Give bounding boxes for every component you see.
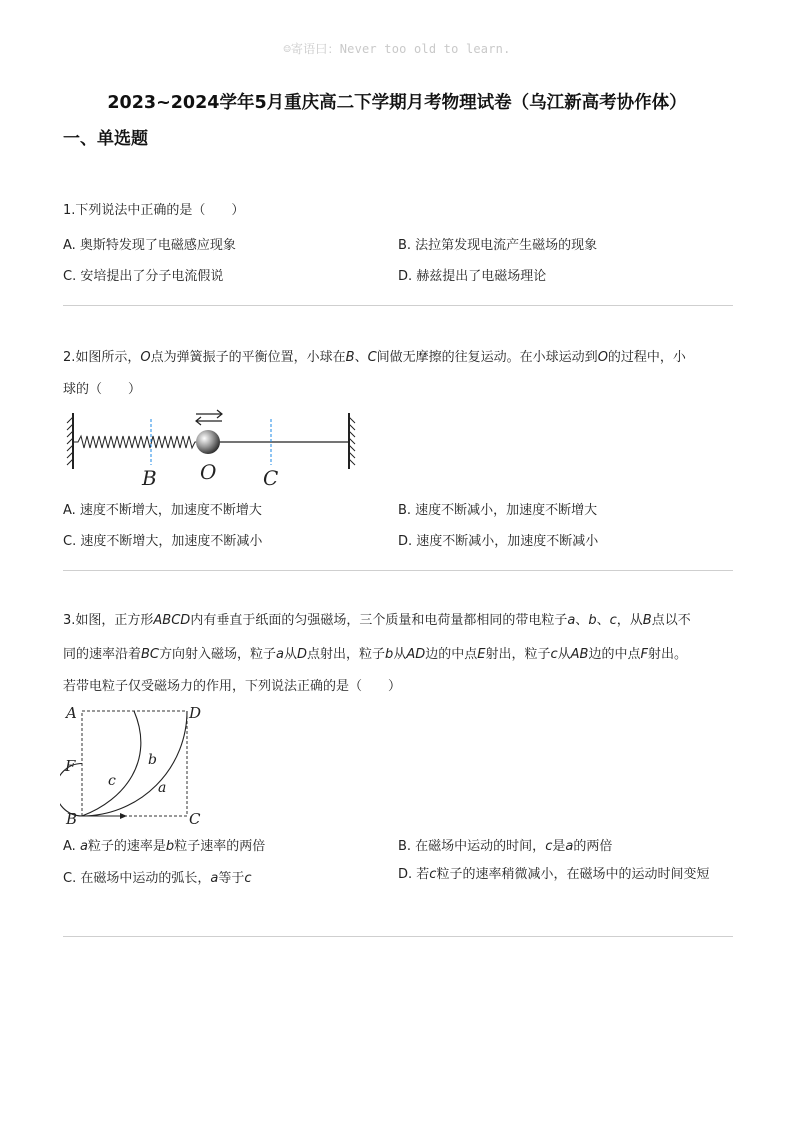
q3-option-c (63, 867, 251, 886)
divider (63, 305, 733, 306)
text-run: ，从 (616, 613, 643, 628)
q2-stem-line2: 球的（ ） (63, 382, 142, 397)
text-run: 3.如图，正方形 (63, 613, 154, 628)
variable-symbol: b (588, 613, 597, 628)
variable-symbol: AB (570, 647, 589, 662)
motion-arrows-icon (196, 410, 222, 425)
variable-symbol: BC (141, 647, 160, 662)
text-run: 从 (393, 647, 407, 662)
square-abcd (82, 711, 187, 816)
variable-symbol: c (244, 871, 252, 886)
q3-option-b (398, 835, 612, 854)
text-run: 方向射入磁场，粒子 (159, 647, 277, 662)
label-c-vertex: C (189, 810, 201, 828)
text-run: 、 (596, 613, 610, 628)
text-run: 、 (575, 613, 589, 628)
q1-stem: 1.下列说法中正确的是（ ） (63, 203, 245, 218)
label-path-a: a (158, 780, 167, 796)
section-heading: 一、单选题 (63, 129, 148, 149)
q3-stem-line2 (63, 645, 687, 665)
text-run: 等于 (218, 871, 245, 886)
text-run: 从 (284, 647, 298, 662)
arrow-head-icon (120, 813, 127, 819)
variable-symbol: ABCD (153, 613, 191, 628)
text-run: 射出，粒子 (485, 647, 551, 662)
text-run: 粒子的速率是 (87, 839, 166, 854)
page-title: 2023~2024学年5月重庆高二下学期月考物理试卷（乌江新高考协作体） (107, 93, 687, 113)
q2-option-a: A. 速度不断增大，加速度不断增大 (63, 503, 262, 518)
text-run: 的两倍 (573, 839, 613, 854)
text-run: 射出。 (647, 647, 687, 662)
text-run: 从 (557, 647, 571, 662)
variable-symbol: a (565, 839, 574, 854)
label-path-b: b (148, 752, 157, 768)
text-run: 粒子速率的两倍 (174, 839, 266, 854)
spring-oscillator-figure (62, 405, 362, 490)
variable-symbol: a (276, 647, 284, 662)
variable-symbol: F (640, 647, 648, 662)
q2-stem-line1: 2.如图所示，O点为弹簧振子的平衡位置，小球在B、C间做无摩擦的往复运动。在小球运动到O的过程中，小 (63, 350, 686, 365)
text-run: 内有垂直于纸面的匀强磁场，三个质量和电荷量都相同的带电粒子 (190, 613, 568, 628)
q1-option-d: D. 赫兹提出了电磁场理论 (398, 269, 547, 284)
variable-symbol: c (545, 839, 553, 854)
divider (63, 570, 733, 571)
label-a-vertex: A (66, 704, 77, 722)
variable-symbol: a (79, 839, 88, 854)
variable-symbol: c (429, 867, 437, 882)
text-run: 是 (552, 839, 566, 854)
label-c: C (263, 466, 279, 490)
text-run: 点射出，粒子 (307, 647, 386, 662)
variable-symbol: c (550, 647, 558, 662)
label-b: B (142, 466, 157, 490)
q3-option-a (63, 835, 265, 854)
variable-symbol: c (609, 613, 617, 628)
q2-option-b: B. 速度不断减小，加速度不断增大 (398, 503, 598, 518)
label-f-point: F (65, 757, 76, 775)
label-path-c: c (108, 773, 116, 789)
motto-watermark: ☺寄语曰：Never too old to learn. (283, 42, 511, 56)
divider (63, 936, 733, 937)
ball (196, 430, 220, 454)
text-run: A. (63, 839, 80, 854)
q3-stem-line1 (63, 611, 691, 631)
variable-symbol: a (567, 613, 576, 628)
magnetic-field-square-figure (60, 700, 220, 830)
path-b (82, 711, 141, 816)
label-d-vertex: D (189, 704, 202, 722)
q1-option-b: B. 法拉第发现电流产生磁场的现象 (398, 238, 598, 253)
path-a (82, 711, 187, 816)
label-o: O (200, 460, 217, 484)
q1-option-a: A. 奥斯特发现了电磁感应现象 (63, 238, 236, 253)
spring (73, 436, 198, 448)
text-run: 同的速率沿着 (63, 647, 142, 662)
text-run: 粒子的速率稍微减小，在磁场中的运动时间变短 (436, 867, 710, 882)
variable-symbol: b (165, 839, 175, 854)
text-run: C. 在磁场中运动的弧长， (63, 871, 211, 886)
text-run: B. 在磁场中运动的时间， (398, 839, 546, 854)
text-run: 边的中点 (425, 647, 478, 662)
variable-symbol: b (385, 647, 394, 662)
variable-symbol: B (642, 613, 652, 628)
text-run: 点以不 (651, 613, 691, 628)
variable-symbol: D (297, 647, 308, 662)
label-b-vertex: B (66, 810, 78, 828)
variable-symbol: a (210, 871, 219, 886)
q3-option-d (398, 859, 718, 891)
variable-symbol: AD (406, 647, 426, 662)
q2-option-c: C. 速度不断增大，加速度不断减小 (63, 534, 263, 549)
variable-symbol: E (477, 647, 486, 662)
q3-stem-line3: 若带电粒子仅受磁场力的作用，下列说法正确的是（ ） (63, 679, 402, 694)
text-run: 边的中点 (588, 647, 641, 662)
q1-option-c: C. 安培提出了分子电流假说 (63, 269, 224, 284)
q2-option-d: D. 速度不断减小，加速度不断减小 (398, 534, 599, 549)
text-run: D. 若 (398, 867, 430, 882)
